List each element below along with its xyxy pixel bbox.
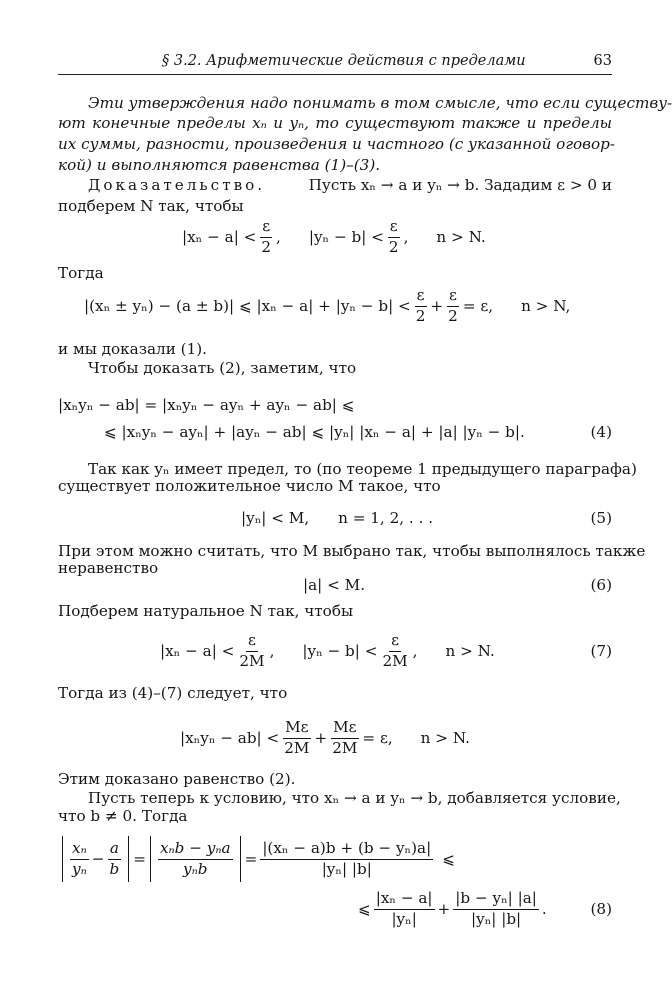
numerator: ε: [389, 632, 401, 651]
eq-operator: +: [430, 297, 444, 315]
equation-number: (8): [590, 900, 612, 918]
denominator: |yₙ| |b|: [321, 859, 372, 878]
paragraph-line: Этим доказано равенство (2).: [58, 770, 296, 788]
eq-operator: =: [244, 850, 258, 868]
fraction: [330, 719, 359, 757]
eq-punct: .: [541, 900, 547, 918]
numerator: ε: [246, 632, 258, 651]
equation-b: [84, 283, 570, 329]
eq-part: = ε,: [362, 729, 393, 747]
equation-5: |yₙ| < M, n = 1, 2, . . .: [241, 509, 434, 527]
denominator: 2: [261, 237, 272, 256]
eq-part: |yₙ − b| <: [302, 642, 378, 660]
paragraph-line: При этом можно считать, что M выбрано так, чтобы выполнялось также: [58, 542, 646, 560]
denominator: yₙ: [72, 859, 87, 878]
eq-condition: n > N.: [445, 642, 495, 660]
eq-part: |xₙyₙ − ab| <: [180, 729, 280, 747]
numerator: ε: [415, 287, 427, 306]
equation-c: [180, 714, 470, 762]
equation-4-line1: |xₙyₙ − ab| = |xₙyₙ − ayₙ + ayₙ − ab| ⩽: [58, 396, 355, 414]
eq-punct: ,: [412, 642, 418, 660]
numerator: xₙb − yₙa: [158, 840, 233, 859]
eq-operator: ⩽: [358, 900, 371, 918]
proof-heading: Доказательство.: [88, 176, 266, 194]
fraction: [260, 840, 433, 878]
eq-condition: n > N.: [420, 729, 470, 747]
equation-number: (5): [590, 509, 612, 527]
numerator: Mε: [331, 719, 358, 738]
eq-part: |yₙ − b| <: [308, 228, 384, 246]
fraction: [259, 218, 273, 256]
abs-bar: [128, 836, 129, 882]
fraction: [380, 632, 409, 670]
paragraph-line: неравенство: [58, 559, 159, 577]
numerator: ε: [388, 218, 400, 237]
paragraph-line: Тогда: [58, 264, 104, 282]
denominator: 2M: [284, 738, 310, 757]
eq-operator: ⩽: [442, 850, 455, 868]
eq-operator: =: [133, 850, 146, 868]
proof-line: [88, 175, 612, 195]
equation-4-line2: ⩽ |xₙyₙ − ayₙ| + |ayₙ − ab| ⩽ |yₙ| |xₙ − a| + |a| |yₙ − b|.: [104, 423, 525, 441]
numerator: |xₙ − a|: [374, 890, 435, 909]
denominator: |yₙ| |b|: [471, 909, 522, 928]
numerator: ε: [447, 287, 459, 306]
eq-part: |xₙ − a| <: [182, 228, 257, 246]
denominator: 2M: [382, 651, 408, 670]
paragraph-line: что b ≠ 0. Тогда: [58, 807, 188, 825]
paragraph-line: ют конечные пределы xₙ и yₙ, то существуют также и пределы: [58, 114, 612, 132]
fraction: [387, 218, 401, 256]
numerator: a: [108, 840, 121, 859]
page-number: 63: [593, 53, 612, 69]
paragraph-line: Так как yₙ имеет предел, то (по теореме 1 предыдущего параграфа): [88, 460, 637, 478]
abs-bar: [240, 836, 241, 882]
section-title: § 3.2. Арифметические действия с пределами: [162, 53, 526, 69]
eq-part: |(xₙ ± yₙ) − (a ± b)| ⩽ |xₙ − a| + |yₙ − b| <: [84, 297, 411, 315]
paragraph-line: Чтобы доказать (2), заметим, что: [88, 359, 357, 377]
fraction: [374, 890, 435, 928]
fraction: [446, 287, 460, 325]
denominator: yₙb: [183, 859, 208, 878]
paragraph-line: Подберем натуральное N так, чтобы: [58, 602, 354, 620]
running-header: [58, 52, 612, 75]
abs-bar: [62, 836, 63, 882]
eq-condition: n > N.: [436, 228, 486, 246]
eq-condition: n > N,: [521, 297, 571, 315]
fraction: [70, 840, 89, 878]
eq-operator: −: [91, 850, 105, 868]
numerator: |b − yₙ| |a|: [453, 890, 539, 909]
denominator: 2M: [239, 651, 265, 670]
numerator: |(xₙ − a)b + (b − yₙ)a|: [260, 840, 433, 859]
paragraph-line: их суммы, разности, произведения и частного (с указанной оговор-: [58, 135, 615, 153]
numerator: ε: [260, 218, 272, 237]
fraction: [414, 287, 428, 325]
fraction: [282, 719, 311, 757]
paragraph-line: Пусть теперь к условию, что xₙ → a и yₙ → b, добавляется условие,: [88, 789, 621, 807]
paragraph-line: Эти утверждения надо понимать в том смысле, что если существу-: [88, 94, 672, 112]
eq-part: = ε,: [462, 297, 494, 315]
denominator: 2: [448, 306, 458, 325]
equation-number: (4): [590, 423, 612, 441]
equation-6: |a| < M.: [303, 576, 366, 594]
fraction: [158, 840, 233, 878]
eq-operator: +: [314, 729, 328, 747]
denominator: |yₙ|: [391, 909, 417, 928]
denominator: b: [109, 859, 120, 878]
denominator: 2: [388, 237, 399, 256]
paragraph-line: и мы доказали (1).: [58, 340, 207, 358]
paragraph-line: существует положительное число M такое, что: [58, 477, 441, 495]
paragraph-line: Тогда из (4)–(7) следует, что: [58, 684, 288, 702]
equation-7: [160, 628, 495, 674]
eq-operator: +: [437, 900, 451, 918]
equation-number: (6): [590, 576, 612, 594]
denominator: 2M: [332, 738, 358, 757]
paragraph-line: подберем N так, чтобы: [58, 197, 244, 215]
denominator: 2: [415, 306, 426, 325]
abs-bar: [150, 836, 151, 882]
fraction: [453, 890, 539, 928]
numerator: xₙ: [70, 840, 89, 859]
equation-number: (7): [590, 642, 612, 660]
proof-text: Пусть xₙ → a и yₙ → b. Зададим ε > 0 и: [308, 176, 612, 194]
equation-8-line1: [58, 834, 455, 884]
paragraph-line: кой) и выполняются равенства (1)–(3).: [58, 156, 381, 174]
numerator: Mε: [283, 719, 310, 738]
equation-8-line2: [358, 884, 547, 934]
eq-punct: ,: [269, 642, 275, 660]
equation-a: |xₙ − a| < $\frac{\varepsilon}{2}$ , |yₙ − b| < $\frac{\varepsilon}{2}$ , n > N.: [182, 217, 486, 256]
eq-part: |xₙ − a| <: [160, 642, 235, 660]
fraction: [237, 632, 266, 670]
fraction: [107, 840, 121, 878]
